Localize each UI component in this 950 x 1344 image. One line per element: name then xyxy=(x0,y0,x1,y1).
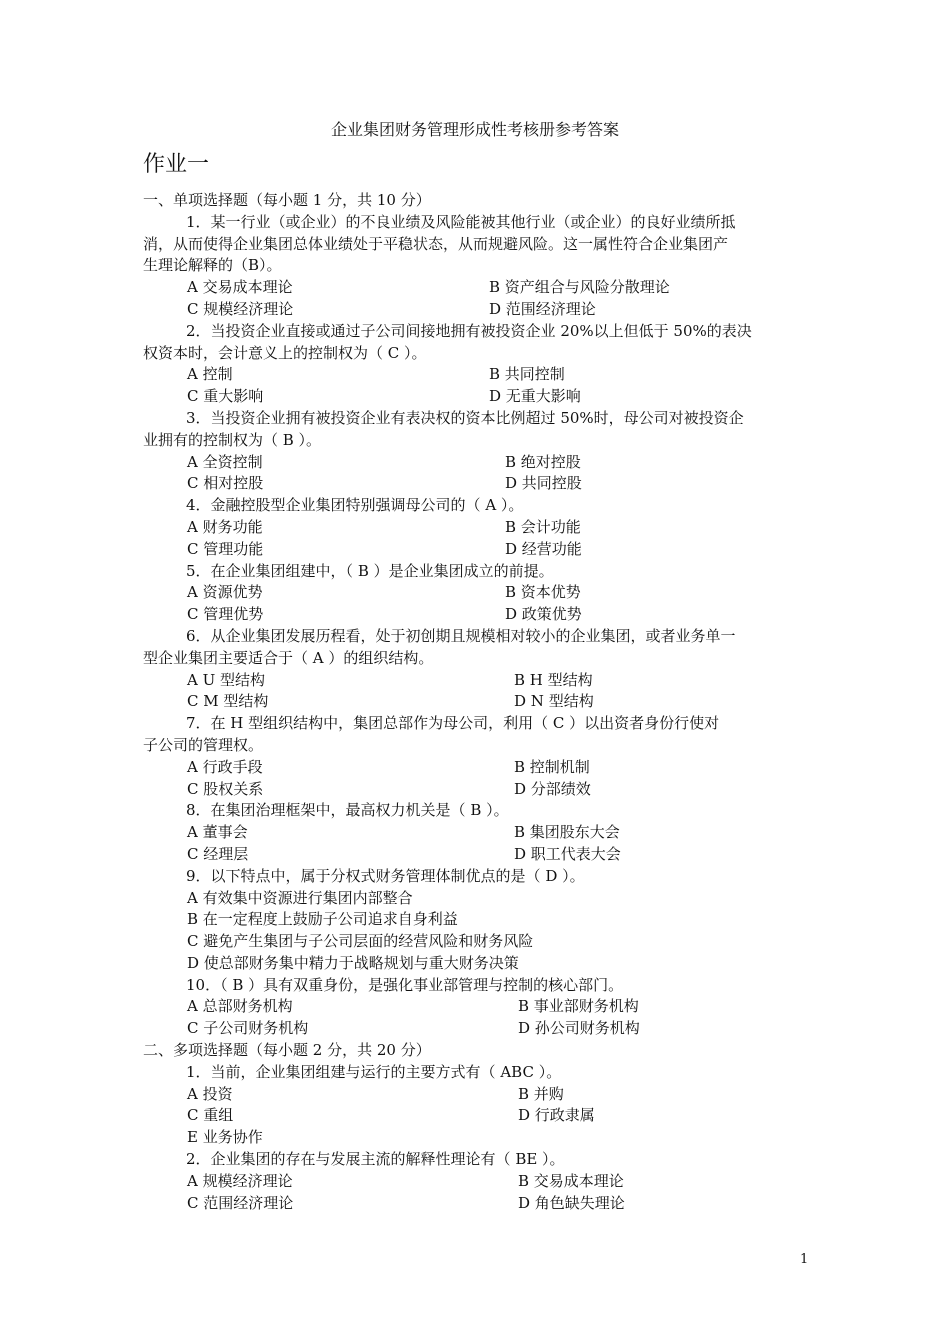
option-row xyxy=(143,517,798,539)
option-row xyxy=(143,582,798,604)
question-text: 8．在集团治理框架中，最高权力机关是（ B ）。 xyxy=(186,801,509,820)
option-row xyxy=(143,604,798,626)
option-row xyxy=(143,364,798,386)
option: C 管理优势 xyxy=(187,605,264,624)
option: D N 型结构 xyxy=(514,692,594,711)
option-row xyxy=(143,691,798,713)
option: D 共同控股 xyxy=(505,474,582,493)
option: A 有效集中资源进行集团内部整合 xyxy=(187,888,413,907)
option-row xyxy=(143,779,798,801)
option-row xyxy=(143,386,798,408)
option: A 投资 xyxy=(187,1084,233,1103)
option: B 交易成本理论 xyxy=(518,1171,624,1190)
option: C M 型结构 xyxy=(187,692,269,711)
option: B 共同控制 xyxy=(489,365,565,384)
option: B 在一定程度上鼓励子公司追求自身利益 xyxy=(187,910,458,929)
question-text: 9．以下特点中，属于分权式财务管理体制优点的是（ D ）。 xyxy=(186,866,585,885)
option-row xyxy=(143,452,798,474)
option: C 经理层 xyxy=(187,844,249,863)
option: D 角色缺失理论 xyxy=(518,1193,625,1212)
option: C 子公司财务机构 xyxy=(187,1019,309,1038)
option: C 股权关系 xyxy=(187,779,264,798)
option: B 资产组合与风险分散理论 xyxy=(489,278,670,297)
option: D 孙公司财务机构 xyxy=(518,1019,640,1038)
question-text: 消，从而使得企业集团总体业绩处于平稳状态，从而规避风险。这一属性符合企业集团产 xyxy=(143,234,729,253)
option: B 会计功能 xyxy=(505,517,581,536)
option: A 行政手段 xyxy=(187,757,263,776)
option: A 控制 xyxy=(187,365,233,384)
option: D 范围经济理论 xyxy=(489,299,596,318)
option: A 总部财务机构 xyxy=(187,997,293,1016)
option-row xyxy=(143,670,798,692)
option: B 并购 xyxy=(518,1084,564,1103)
question-text: 2．当投资企业直接或通过子公司间接地拥有被投资企业 20%以上但低于 50%的表决 xyxy=(186,321,752,340)
option-row xyxy=(143,757,798,779)
option: B 事业部财务机构 xyxy=(518,997,639,1016)
option-row xyxy=(143,277,798,299)
question-text: 权资本时，会计意义上的控制权为（ C ）。 xyxy=(143,343,427,362)
option-row xyxy=(143,1171,798,1193)
page-number: 1 xyxy=(800,1252,809,1267)
option-row xyxy=(143,1193,798,1215)
option: D 行政隶属 xyxy=(518,1106,595,1125)
section-heading: 一、单项选择题（每小题 1 分，共 10 分） xyxy=(143,191,431,209)
option: D 经营功能 xyxy=(505,539,582,558)
question-text: 子公司的管理权。 xyxy=(143,735,264,754)
option: C 重大影响 xyxy=(187,387,264,406)
option: C 避免产生集团与子公司层面的经营风险和财务风险 xyxy=(187,932,534,951)
option: C 重组 xyxy=(187,1106,234,1125)
option: A 规模经济理论 xyxy=(187,1171,293,1190)
question-text: 业拥有的控制权为（ B ）。 xyxy=(143,430,322,449)
homework-title: 作业一 xyxy=(143,152,210,177)
option: D 无重大影响 xyxy=(489,387,581,406)
option: D 职工代表大会 xyxy=(514,844,621,863)
option: D 政策优势 xyxy=(505,605,582,624)
option: A 交易成本理论 xyxy=(187,278,293,297)
question-text: 6．从企业集团发展历程看，处于初创期且规模相对较小的企业集团，或者业务单一 xyxy=(186,626,736,645)
option: B 控制机制 xyxy=(514,757,590,776)
question-text: 生理论解释的（B）。 xyxy=(143,256,282,275)
option: B 绝对控股 xyxy=(505,452,581,471)
question-text: 1．当前，企业集团组建与运行的主要方式有（ ABC ）。 xyxy=(186,1062,562,1081)
option: A U 型结构 xyxy=(187,670,266,689)
question-text: 型企业集团主要适合于（ A ）的组织结构。 xyxy=(143,648,434,667)
option: C 相对控股 xyxy=(187,474,264,493)
option: C 管理功能 xyxy=(187,539,264,558)
option-row xyxy=(143,473,798,495)
document-body xyxy=(143,190,798,1214)
option: A 全资控制 xyxy=(187,452,263,471)
document-title: 企业集团财务管理形成性考核册参考答案 xyxy=(330,120,619,139)
option: A 财务功能 xyxy=(187,517,263,536)
option-row xyxy=(143,299,798,321)
option: A 董事会 xyxy=(187,823,248,842)
question-text: 2．企业集团的存在与发展主流的解释性理论有（ BE ）。 xyxy=(186,1150,565,1169)
option-row xyxy=(143,1084,798,1106)
question-text: 7．在 H 型组织结构中，集团总部作为母公司，利用（ C ）以出资者身份行使对 xyxy=(186,714,720,733)
option: B 资本优势 xyxy=(505,583,581,602)
option-row xyxy=(143,844,798,866)
option: E 业务协作 xyxy=(187,1128,263,1147)
option-row xyxy=(143,822,798,844)
question-text: 3．当投资企业拥有被投资企业有表决权的资本比例超过 50%时，母公司对被投资企 xyxy=(186,408,744,427)
option: C 规模经济理论 xyxy=(187,299,294,318)
question-text: 4．金融控股型企业集团特别强调母公司的（ A ）。 xyxy=(186,496,524,515)
question-text: 5．在企业集团组建中，（ B ）是企业集团成立的前提。 xyxy=(186,561,554,580)
option: B H 型结构 xyxy=(514,670,593,689)
option: D 使总部财务集中精力于战略规划与重大财务决策 xyxy=(187,953,519,972)
option: D 分部绩效 xyxy=(514,779,591,798)
section-heading: 二、多项选择题（每小题 2 分，共 20 分） xyxy=(143,1041,431,1060)
option-row xyxy=(143,996,798,1018)
option-row xyxy=(143,539,798,561)
question-text: 10．（ B ）具有双重身份，是强化事业部管理与控制的核心部门。 xyxy=(186,975,624,994)
option-row xyxy=(143,1105,798,1127)
question-text: 1．某一行业（或企业）的不良业绩及风险能被其他行业（或企业）的良好业绩所抵 xyxy=(186,212,736,231)
option: A 资源优势 xyxy=(187,583,263,602)
option: C 范围经济理论 xyxy=(187,1193,294,1212)
option-row xyxy=(143,1018,798,1040)
option: B 集团股东大会 xyxy=(514,823,620,842)
